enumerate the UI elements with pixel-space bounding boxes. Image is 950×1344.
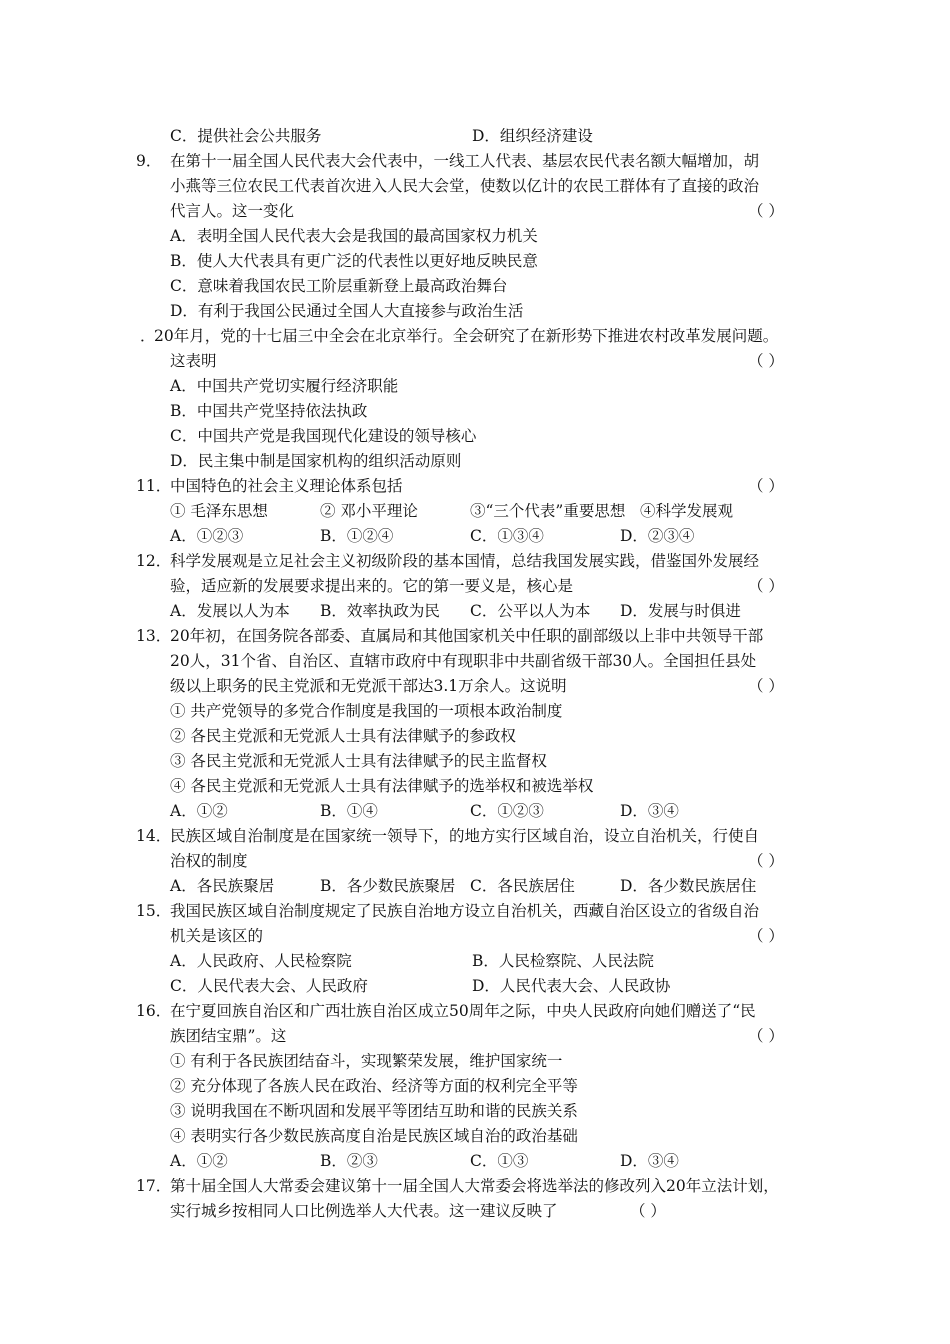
q15-stem-line-1: 我国民族区域自治制度规定了民族自治地方设立自治机关，西藏自治区设立的省级自治 — [170, 902, 760, 920]
q9-answer-paren: （ ） — [748, 202, 784, 220]
q16-number: 16． — [136, 1002, 172, 1020]
q15-option-a: A．人民政府、人民检察院 — [170, 952, 352, 970]
q13-stem-line-1: 20年初，在国务院各部委、直属局和其他国家机关中任职的副部级以上非中共领导干部 — [170, 627, 764, 645]
q16-option-c: C．①③ — [470, 1152, 529, 1170]
q11-item-3: ③“三个代表”重要思想 — [470, 502, 626, 520]
q13-number: 13． — [136, 627, 172, 645]
q13-option-c: C．①②③ — [470, 802, 544, 820]
q17-number: 17． — [136, 1177, 172, 1195]
q10-option-b: B．中国共产党坚持依法执政 — [170, 402, 368, 420]
q13-item-4: ④ 各民主党派和无党派人士具有法律赋予的选举权和被选举权 — [170, 777, 594, 795]
q16-option-a: A．①② — [170, 1152, 228, 1170]
q10-stem-line-1: 20年月，党的十七届三中全会在北京举行。全会研究了在新形势下推进农村改革发展问题。 — [154, 327, 779, 345]
q16-item-1: ① 有利于各民族团结奋斗，实现繁荣发展，维护国家统一 — [170, 1052, 563, 1070]
q14-number: 14． — [136, 827, 172, 845]
q16-stem-line-2: 族团结宝鼎”。这 — [170, 1027, 287, 1045]
q12-stem-line-2: 验，适应新的发展要求提出来的。它的第一要义是，核心是 — [170, 577, 574, 595]
q8-option-c: C．提供社会公共服务 — [170, 127, 322, 145]
q16-answer-paren: （ ） — [748, 1027, 784, 1045]
q15-option-b: B．人民检察院、人民法院 — [472, 952, 654, 970]
q13-answer-paren: （ ） — [748, 677, 784, 695]
q13-item-3: ③ 各民主党派和无党派人士具有法律赋予的民主监督权 — [170, 752, 547, 770]
q11-number: 11． — [136, 477, 172, 495]
q9-stem-line-3: 代言人。这一变化 — [170, 202, 295, 220]
q12-option-d: D．发展与时俱进 — [620, 602, 741, 620]
q14-option-c: C．各民族居住 — [470, 877, 575, 895]
q16-item-4: ④ 表明实行各少数民族高度自治是民族区域自治的政治基础 — [170, 1127, 578, 1145]
q9-number: 9． — [136, 152, 162, 170]
q15-answer-paren: （ ） — [748, 927, 784, 945]
q13-stem-line-3: 级以上职务的民主党派和无党派干部达3.1万余人。这说明 — [170, 677, 567, 695]
q17-stem-line-1: 第十届全国人大常委会建议第十一届全国人大常委会将选举法的修改列入20年立法计划， — [170, 1177, 779, 1195]
q12-number: 12． — [136, 552, 172, 570]
q13-item-2: ② 各民主党派和无党派人士具有法律赋予的参政权 — [170, 727, 516, 745]
q17-answer-paren: （ ） — [630, 1202, 666, 1220]
q9-option-a: A．表明全国人民代表大会是我国的最高国家权力机关 — [170, 227, 538, 245]
q14-option-b: B．各少数民族聚居 — [320, 877, 456, 895]
q10-answer-paren: （ ） — [748, 352, 784, 370]
q16-item-3: ③ 说明我国在不断巩固和发展平等团结互助和谐的民族关系 — [170, 1102, 578, 1120]
q12-option-b: B．效率执政为民 — [320, 602, 440, 620]
q11-item-2: ② 邓小平理论 — [320, 502, 418, 520]
q9-option-d: D．有利于我国公民通过全国人大直接参与政治生活 — [170, 302, 524, 320]
q16-option-b: B．②③ — [320, 1152, 378, 1170]
q8-option-d: D．组织经济建设 — [472, 127, 593, 145]
q9-option-c: C．意味着我国农民工阶层重新登上最高政治舞台 — [170, 277, 508, 295]
q11-option-b: B．①②④ — [320, 527, 394, 545]
q15-option-c: C．人民代表大会、人民政府 — [170, 977, 368, 995]
q16-stem-line-1: 在宁夏回族自治区和广西壮族自治区成立50周年之际，中央人民政府向她们赠送了“民 — [170, 1002, 756, 1020]
q11-option-d: D．②③④ — [620, 527, 695, 545]
q15-option-d: D．人民代表大会、人民政协 — [472, 977, 671, 995]
q15-number: 15． — [136, 902, 172, 920]
q13-option-b: B．①④ — [320, 802, 378, 820]
q16-item-2: ② 充分体现了各族人民在政治、经济等方面的权利完全平等 — [170, 1077, 578, 1095]
q10-number: ． — [140, 327, 156, 345]
q14-stem-line-2: 治权的制度 — [170, 852, 248, 870]
q17-stem-line-2: 实行城乡按相同人口比例选举人大代表。这一建议反映了 — [170, 1202, 558, 1220]
q11-option-a: A．①②③ — [170, 527, 244, 545]
q10-option-c: C．中国共产党是我国现代化建设的领导核心 — [170, 427, 477, 445]
q12-stem-line-1: 科学发展观是立足社会主义初级阶段的基本国情，总结我国发展实践，借鉴国外发展经 — [170, 552, 760, 570]
q11-option-c: C．①③④ — [470, 527, 544, 545]
q9-option-b: B．使人大代表具有更广泛的代表性以更好地反映民意 — [170, 252, 538, 270]
q15-stem-line-2: 机关是该区的 — [170, 927, 264, 945]
q10-stem-line-2: 这表明 — [170, 352, 217, 370]
q14-option-a: A．各民族聚居 — [170, 877, 275, 895]
q13-option-a: A．①② — [170, 802, 228, 820]
q11-item-1: ① 毛泽东思想 — [170, 502, 268, 520]
q10-option-a: A．中国共产党切实履行经济职能 — [170, 377, 399, 395]
q11-stem-line-1: 中国特色的社会主义理论体系包括 — [170, 477, 403, 495]
q10-option-d: D．民主集中制是国家机构的组织活动原则 — [170, 452, 462, 470]
q9-stem-line-2: 小燕等三位农民工代表首次进入人民大会堂，使数以亿计的农民工群体有了直接的政治 — [170, 177, 760, 195]
q14-answer-paren: （ ） — [748, 852, 784, 870]
q14-option-d: D．各少数民族居住 — [620, 877, 757, 895]
q12-option-c: C．公平以人为本 — [470, 602, 591, 620]
q11-answer-paren: （ ） — [748, 477, 784, 495]
q9-stem-line-1: 在第十一届全国人民代表大会代表中，一线工人代表、基层农民代表名额大幅增加，胡 — [170, 152, 760, 170]
q14-stem-line-1: 民族区域自治制度是在国家统一领导下，的地方实行区域自治，设立自治机关，行使自 — [170, 827, 760, 845]
q16-option-d: D．③④ — [620, 1152, 679, 1170]
q12-option-a: A．发展以人为本 — [170, 602, 290, 620]
q11-item-4: ④科学发展观 — [640, 502, 734, 520]
q13-stem-line-2: 20人，31个省、自治区、直辖市政府中有现职非中共副省级干部30人。全国担任县处 — [170, 652, 757, 670]
q13-option-d: D．③④ — [620, 802, 679, 820]
q12-answer-paren: （ ） — [748, 577, 784, 595]
q13-item-1: ① 共产党领导的多党合作制度是我国的一项根本政治制度 — [170, 702, 563, 720]
